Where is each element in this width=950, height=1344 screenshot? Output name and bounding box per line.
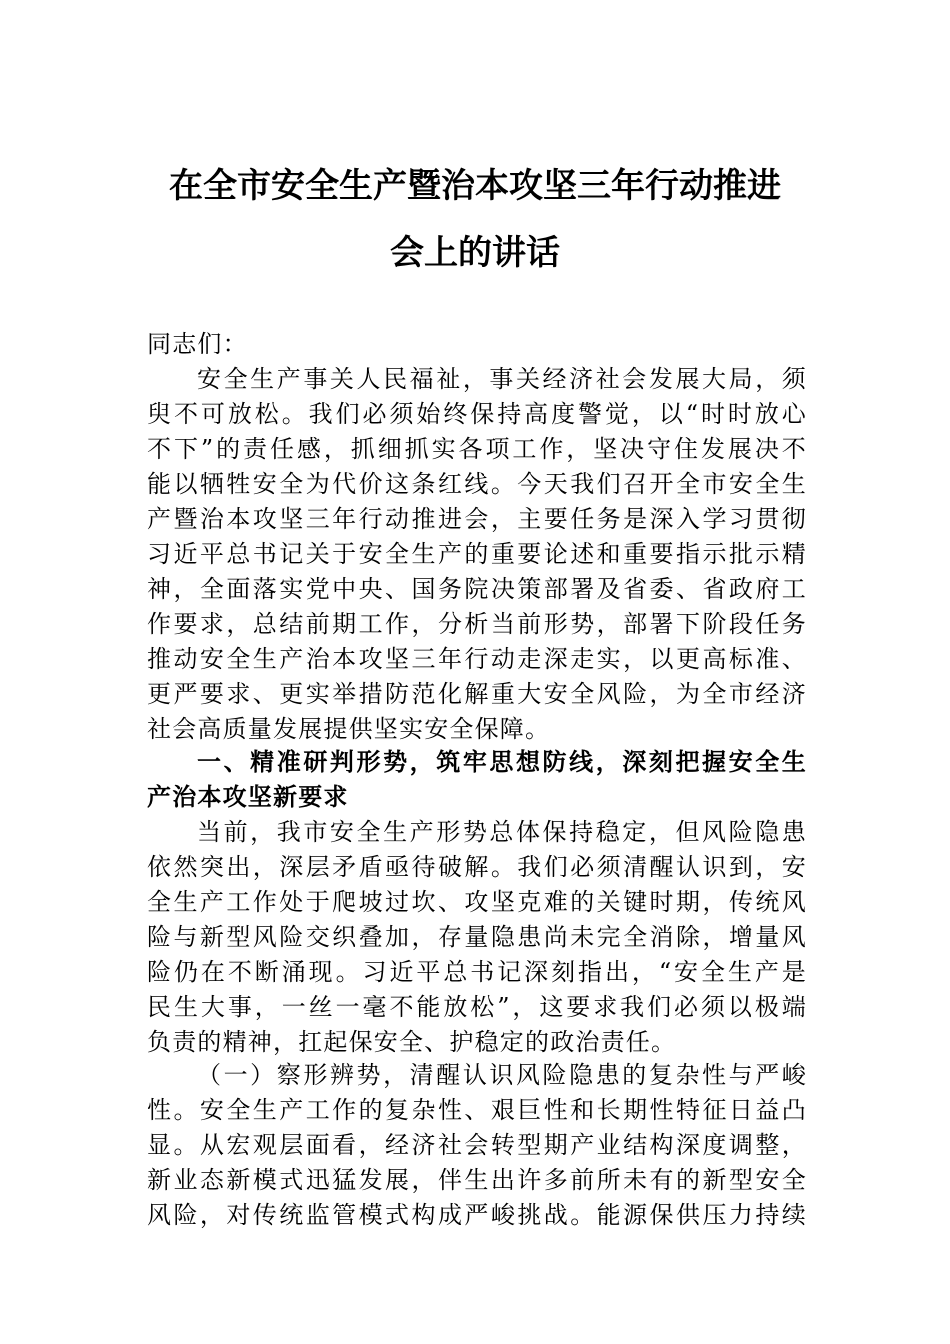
section-1-line: 险仍在不断涌现。习近平总书记深刻指出，“安全生产是 — [147, 958, 807, 986]
intro-line: 能以牺牲安全为代价这条红线。今天我们召开全市安全生 — [147, 470, 807, 498]
subsection-1-line: 性。安全生产工作的复杂性、艰巨性和长期性特征日益凸 — [147, 1096, 807, 1124]
section-1-heading — [147, 745, 807, 815]
intro-line: 习近平总书记关于安全生产的重要论述和重要指示批示精 — [147, 540, 807, 568]
subsection-1-line: 风险，对传统监管模式构成严峻挑战。能源保供压力持续 — [147, 1201, 807, 1229]
document-title-line-1: 在全市安全生产暨治本攻坚三年行动推进 — [169, 166, 781, 206]
intro-line: 作要求，总结前期工作，分析当前形势，部署下阶段任务 — [147, 610, 807, 638]
subsection-1-line: 显。从宏观层面看，经济社会转型期产业结构深度调整， — [147, 1131, 807, 1159]
section-1-line: 负责的精神，扛起保安全、护稳定的政治责任。 — [147, 1028, 677, 1056]
salutation-text: 同志们： — [147, 330, 248, 358]
section-1-line: 当前，我市安全生产形势总体保持稳定，但风险隐患 — [197, 818, 807, 846]
section-1-paragraph — [147, 815, 807, 1060]
intro-line: 社会高质量发展提供坚实安全保障。 — [147, 715, 551, 743]
intro-line: 更严要求、更实举措防范化解重大安全风险，为全市经济 — [147, 680, 807, 708]
section-1-line: 依然突出，深层矛盾亟待破解。我们必须清醒认识到，安 — [147, 853, 807, 881]
salutation — [147, 327, 807, 362]
section-1-line: 险与新型风险交织叠加，存量隐患尚未完全消除，增量风 — [147, 923, 807, 951]
section-1-heading-line: 产治本攻坚新要求 — [147, 783, 349, 811]
subsection-1-line: （一）察形辨势，清醒认识风险隐患的复杂性与严峻 — [197, 1061, 807, 1089]
subsection-1-paragraph — [147, 1058, 807, 1233]
subsection-1-line: 新业态新模式迅猛发展，伴生出许多前所未有的新型安全 — [147, 1166, 807, 1194]
intro-line: 推动安全生产治本攻坚三年行动走深走实，以更高标准、 — [147, 645, 807, 673]
section-1-heading-line: 一、精准研判形势，筑牢思想防线，深刻把握安全生 — [197, 748, 807, 776]
section-1-line: 民生大事，一丝一毫不能放松”，这要求我们必须以极端 — [147, 993, 807, 1021]
intro-line: 产暨治本攻坚三年行动推进会，主要任务是深入学习贯彻 — [147, 505, 807, 533]
intro-line: 不下”的责任感，抓细抓实各项工作，坚决守住发展决不 — [147, 435, 807, 463]
section-1-line: 全生产工作处于爬坡过坎、攻坚克难的关键时期，传统风 — [147, 888, 807, 916]
document-title-line-2: 会上的讲话 — [390, 233, 560, 273]
intro-paragraph — [147, 362, 807, 747]
intro-line: 安全生产事关人民福祉，事关经济社会发展大局，须 — [197, 365, 807, 393]
intro-line: 神，全面落实党中央、国务院决策部署及省委、省政府工 — [147, 575, 807, 603]
intro-line: 臾不可放松。我们必须始终保持高度警觉，以“时时放心 — [147, 400, 807, 428]
